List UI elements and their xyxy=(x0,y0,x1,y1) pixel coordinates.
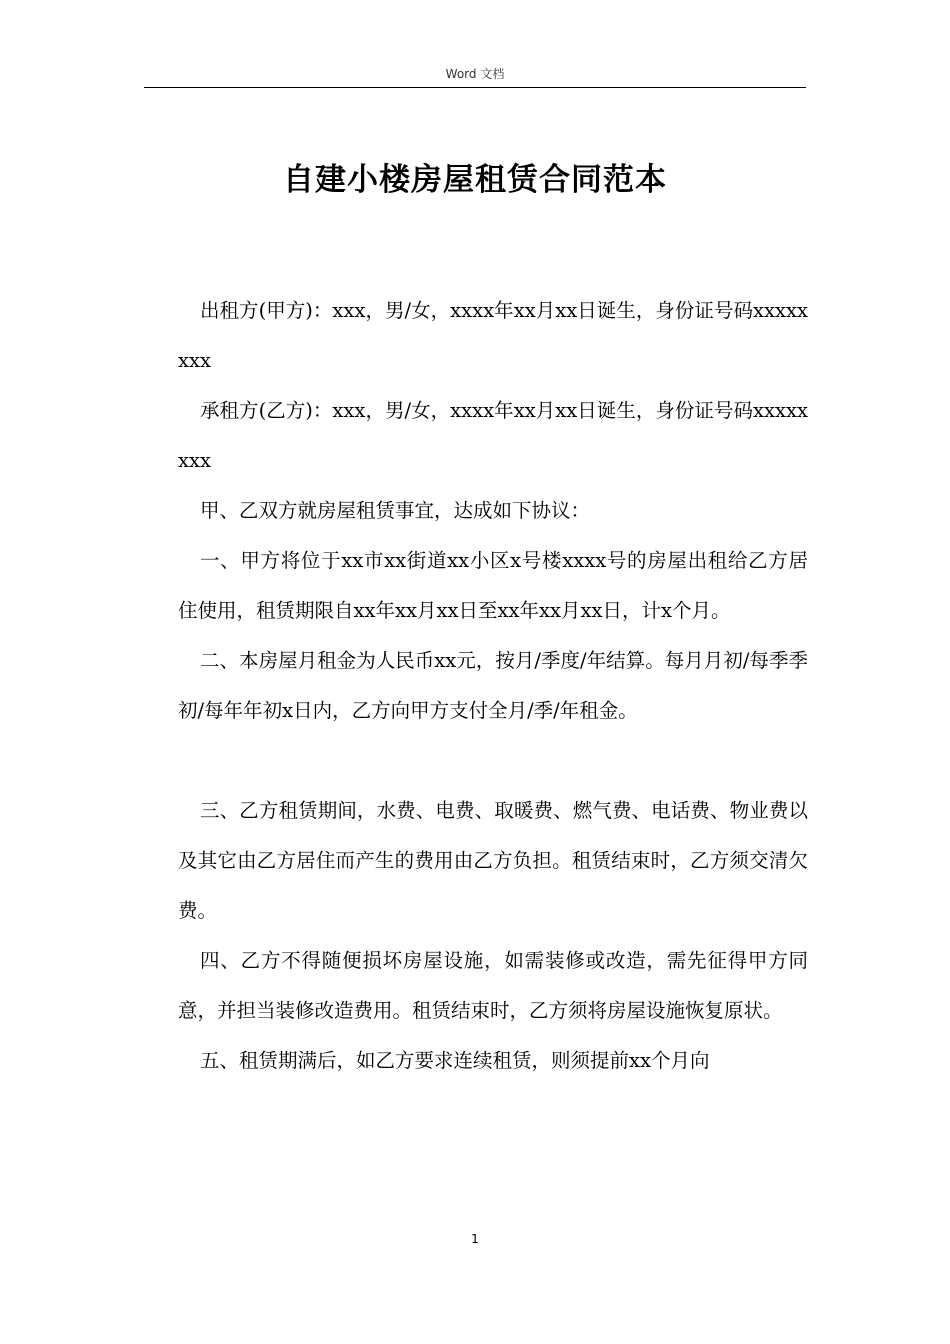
paragraph-clause-5: 五、租赁期满后，如乙方要求连续租赁，则须提前xx个月向 xyxy=(200,1049,710,1072)
paragraph-lessor: 出租方(甲方)：xxx，男/女，xxxx年xx月xx日诞生，身份证号码xxxxxxxx xyxy=(178,299,808,372)
paragraph-clause-3: 三、乙方租赁期间，水费、电费、取暖费、燃气费、电话费、物业费以及其它由乙方居住而产生的费用由乙方负担。租赁结束时，乙方须交清欠费。 xyxy=(178,799,808,922)
paragraph-lessee: 承租方(乙方)：xxx，男/女，xxxx年xx月xx日诞生，身份证号码xxxxxxxx xyxy=(178,399,808,472)
page-number: 1 xyxy=(471,1232,479,1246)
document-title: 自建小楼房屋租赁合同范本 xyxy=(283,162,667,198)
paragraph-clause-2: 二、本房屋月租金为人民币xx元，按月/季度/年结算。每月月初/每季季初/每年年初x日内，乙方向甲方支付全月/季/年租金。 xyxy=(178,649,808,722)
blank-line xyxy=(178,736,808,786)
paragraph-clause-1: 一、甲方将位于xx市xx街道xx小区x号楼xxxx号的房屋出租给乙方居住使用，租赁期限自xx年xx月xx日至xx年xx月xx日，计x个月。 xyxy=(178,549,808,622)
document-body xyxy=(178,286,808,1086)
header-divider xyxy=(144,87,806,88)
page-header-label: Word 文档 xyxy=(445,67,505,81)
paragraph-clause-4: 四、乙方不得随便损坏房屋设施，如需装修或改造，需先征得甲方同意，并担当装修改造费用。租赁结束时，乙方须将房屋设施恢复原状。 xyxy=(178,949,808,1022)
paragraph-agreement-intro: 甲、乙双方就房屋租赁事宜，达成如下协议： xyxy=(200,499,591,522)
